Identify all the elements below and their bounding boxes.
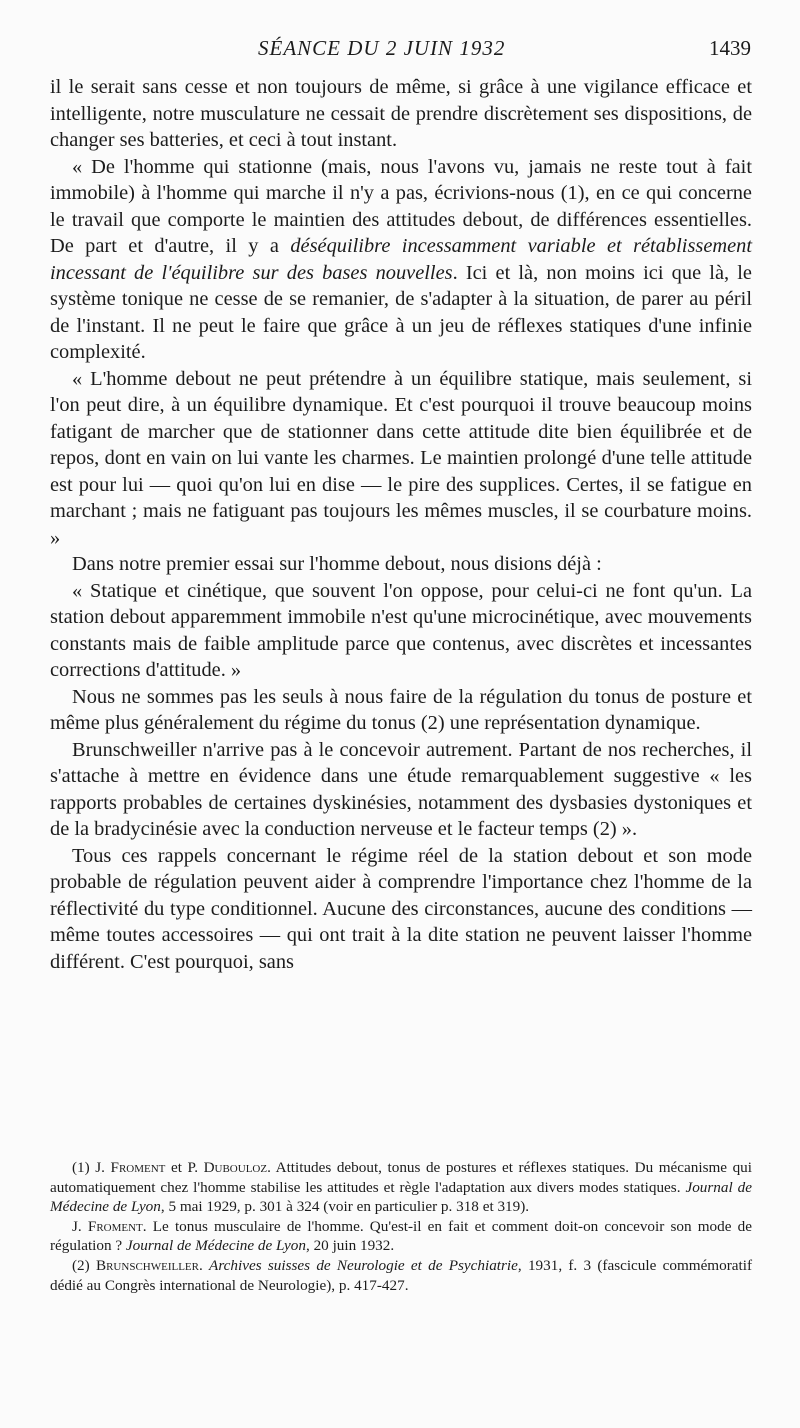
author-name: Froment bbox=[110, 1159, 166, 1176]
journal-title: Journal de Médecine de Lyon bbox=[125, 1237, 306, 1255]
author-name: Froment bbox=[87, 1217, 143, 1235]
text-span: , 5 mai 1929, p. 301 à 324 (voir en particulier p. 318 et 319). bbox=[160, 1198, 530, 1216]
paragraph: Nous ne sommes pas les seuls à nous faire de la régulation du tonus de posture et même plus généralement du régime du tonus (2) une représentation dynamique. bbox=[50, 685, 752, 734]
paragraph: « L'homme debout ne peut prétendre à un équilibre statique, mais seulement, si l'on peut dire, à un équilibre dynamique. Et c'est pourquoi il trouve beaucoup moins fatigant de marcher que de stationner dans cette attitude dite bien équilibrée et de repos, dont en vain on lui vante les charmes. Le maintien prolongé d'une telle attitude est pour lui — quoi qu'on lui en dise — le pire des supplices. Certes, il se fatigue en marchant ; mais ne fatiguant pas toujours les mêmes muscles, il se courbature moins. » bbox=[50, 367, 752, 549]
text-span: . Attitudes debout, tonus de postures et réflexes statiques. Du mécanisme qui automatiquement chez l'homme stabilise les attitudes et règle l'adaptation aux divers modes statiques. bbox=[50, 1159, 752, 1196]
paragraph: Dans notre premier essai sur l'homme debout, nous disions déjà : bbox=[72, 553, 602, 575]
journal-title: Archives suisses de Neurologie et de Psychiatrie bbox=[209, 1256, 518, 1274]
paragraph bbox=[50, 154, 752, 366]
text-span: , 20 juin 1932. bbox=[305, 1237, 395, 1255]
text-span: (1) J. bbox=[72, 1159, 111, 1176]
footnotes bbox=[50, 1158, 752, 1295]
text-span: . bbox=[198, 1256, 210, 1274]
text-span: . Ici et là, non moins ici que là, le système tonique ne cesse de se remanier, de s'adapter à la situation, de parer au péril de l'instant. Il ne peut le faire que grâce à un jeu de réflexes statiques d'une infinie complexité. bbox=[50, 261, 752, 363]
page-header bbox=[0, 36, 800, 66]
text-span: (2) bbox=[72, 1256, 96, 1274]
paragraph: « Statique et cinétique, que souvent l'on oppose, pour celui-ci ne font qu'un. La station debout apparemment immobile n'est qu'une microcinétique, avec mouvements constants mais de faible amplitude parce que contenus, avec discrètes et incessantes corrections d'attitude. » bbox=[50, 579, 752, 681]
text-span: et P. bbox=[165, 1159, 204, 1176]
footnote bbox=[50, 1158, 752, 1217]
paragraph: il le serait sans cesse et non toujours de même, si grâce à une vigilance efficace et intelligente, notre musculature ne cessait de prendre discrètement ses dispositions, de changer ses batteries, et ceci à tout instant. bbox=[50, 76, 752, 151]
text-span: , 1931, f. 3 (fascicule commémoratif dédié au Congrès international de Neurologie), p. 417-427. bbox=[50, 1256, 753, 1294]
footnote bbox=[50, 1256, 752, 1295]
emphasis-text: déséquilibre incessamment variable et rétablissement incessant de l'équilibre sur des bases nouvelles bbox=[50, 235, 752, 284]
body-text bbox=[50, 74, 752, 975]
paragraph: Tous ces rappels concernant le régime réel de la station debout et son mode probable de régulation peuvent aider à comprendre l'importance chez l'homme de la réflectivité du type conditionnel. Aucune des circonstances, aucune des conditions — même toutes accessoires — qui ont trait à la dite station ne peuvent laisser l'homme différent. C'est pourquoi, sans bbox=[50, 844, 752, 973]
text-span: J. bbox=[72, 1217, 88, 1235]
journal-title: Journal de Médecine de Lyon bbox=[50, 1178, 752, 1216]
text-span: . Le tonus musculaire de l'homme. Qu'est-il en fait et comment doit-on concevoir son mode de régulation ? bbox=[50, 1217, 752, 1255]
author-name: Brunschweiller bbox=[95, 1256, 199, 1274]
author-name: Dubouloz bbox=[203, 1159, 268, 1176]
paragraph: Brunschweiller n'arrive pas à le concevoir autrement. Partant de nos recherches, il s'attache à mettre en évidence dans une étude remarquablement suggestive « les rapports probables de certaines dyskinésies, notamment des dysbasies dystoniques et de la bradycinésie avec la conduction nerveuse et le facteur temps (2) ». bbox=[50, 738, 752, 840]
running-title: SÉANCE DU 2 JUIN 1932 bbox=[258, 36, 506, 60]
page-number: 1439 bbox=[709, 36, 751, 60]
footnote bbox=[50, 1217, 752, 1256]
text-span: « De l'homme qui stationne (mais, nous l'avons vu, jamais ne reste tout à fait immobile) à l'homme qui marche il n'y a pas, écrivions-nous (1), en ce qui concerne le travail que comporte le maintien des attitudes debout, de différences essentielles. De part et d'autre, il y a bbox=[50, 155, 752, 257]
